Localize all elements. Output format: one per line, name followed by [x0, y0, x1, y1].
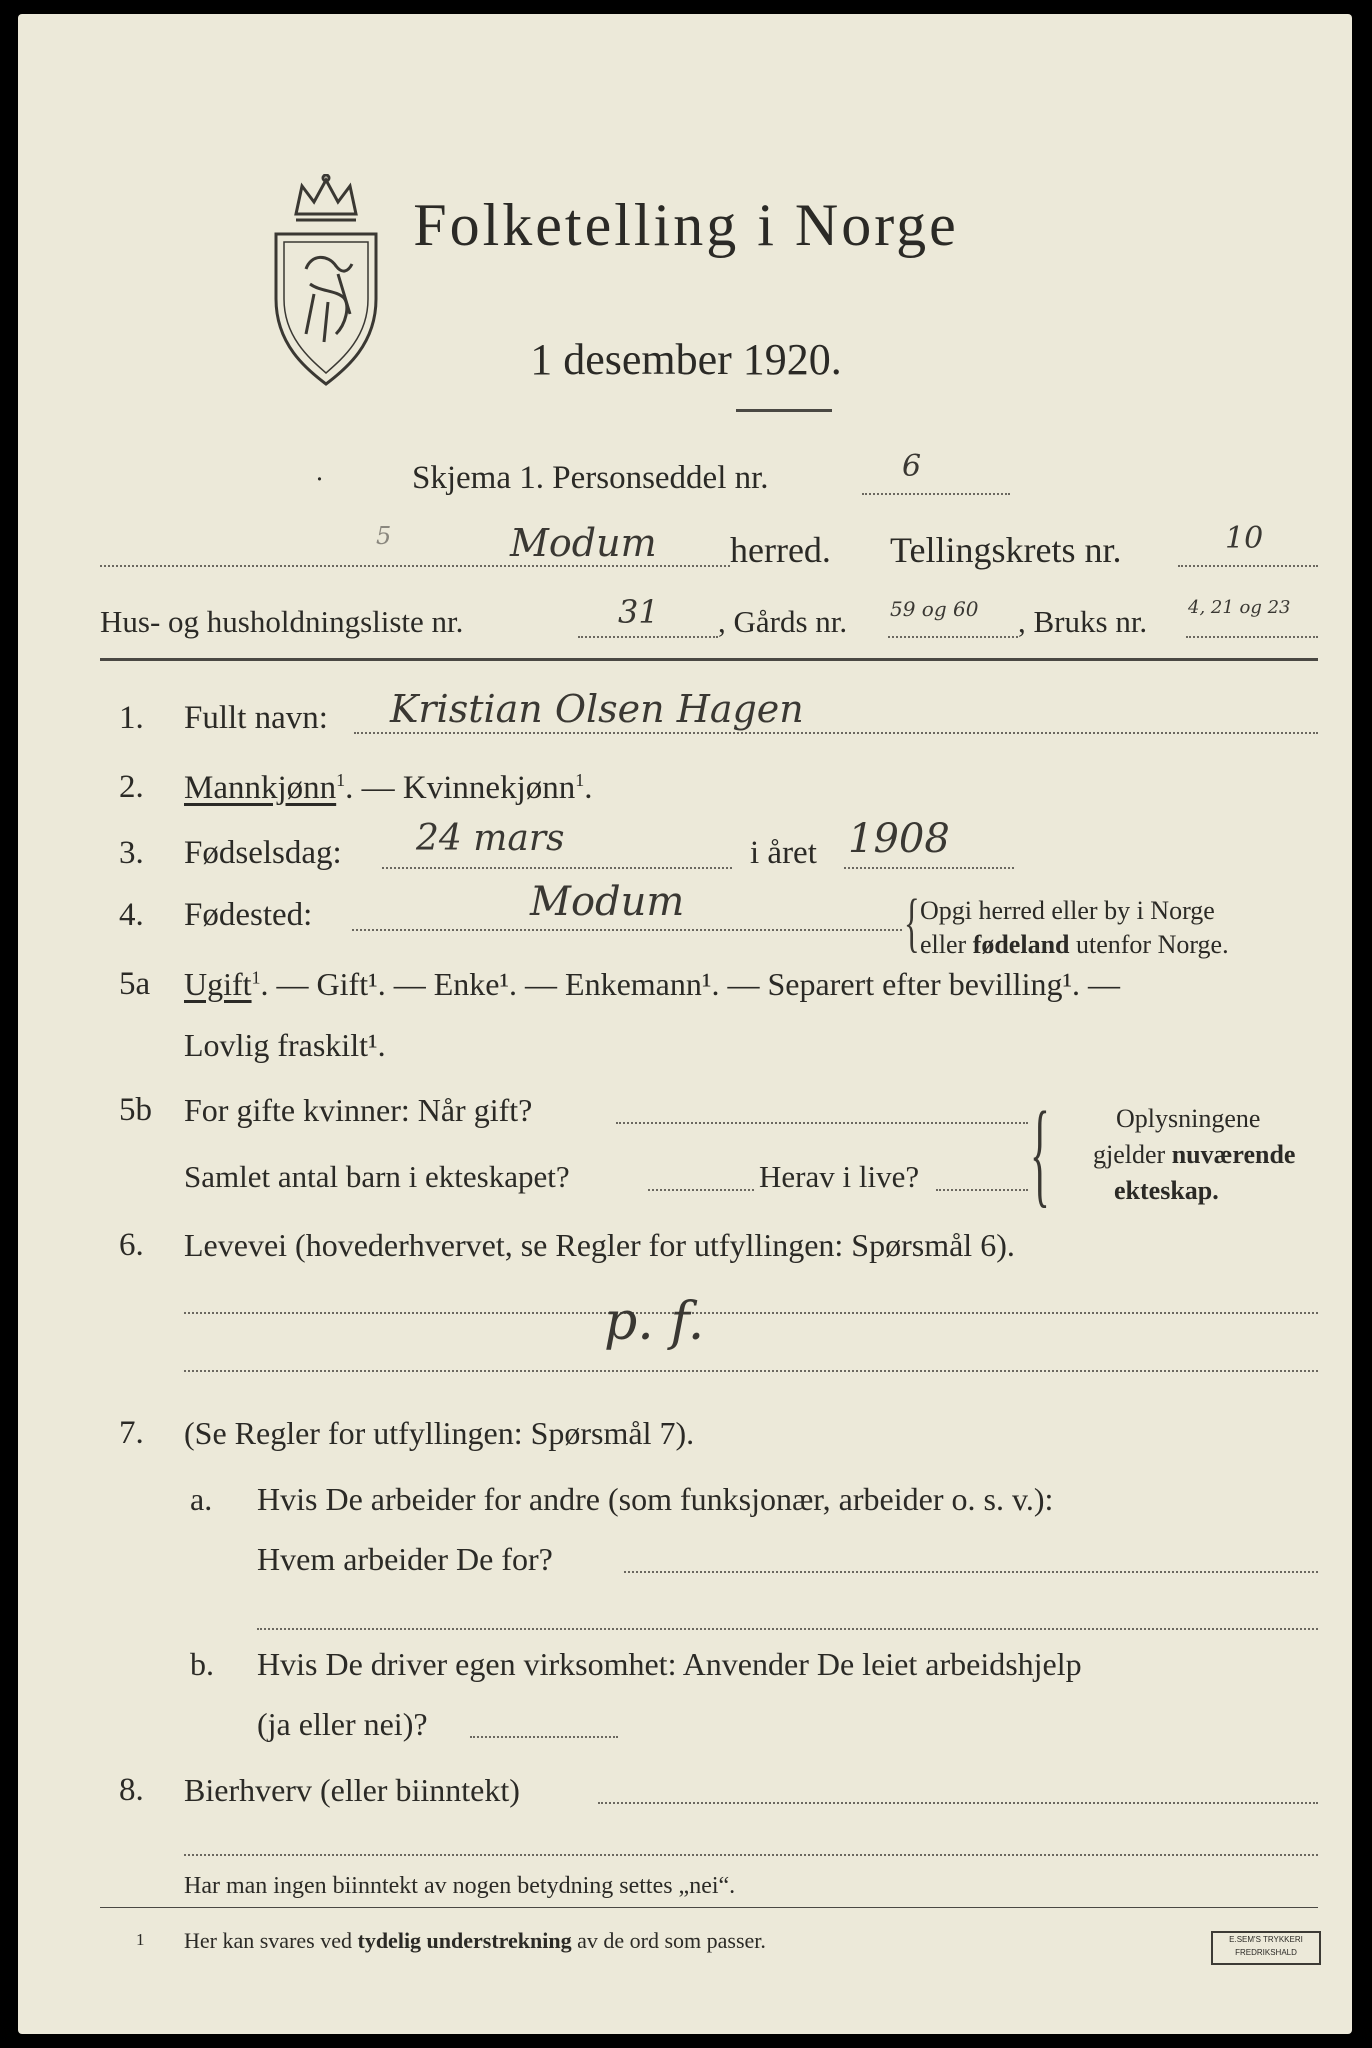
question-number: 2.	[119, 769, 144, 805]
aret-value: 1908	[848, 816, 950, 862]
question-number: 5b	[119, 1092, 152, 1128]
fodested-note	[920, 894, 1229, 963]
naar-gift-field	[616, 1122, 1028, 1124]
antal-barn-field	[648, 1189, 754, 1191]
gards-label: , Gårds nr.	[718, 604, 848, 639]
herav-i-live-label: Herav i live?	[759, 1159, 920, 1194]
tellingskrets-value: 10	[1225, 521, 1264, 556]
stamp-line: FREDRIKSHALD	[1235, 1948, 1297, 1957]
lovlig-fraskilt-option: Lovlig fraskilt¹.	[184, 1027, 386, 1063]
husliste-label: Hus- og husholdningsliste nr.	[100, 604, 464, 639]
census-date: 1 desember 1920.	[530, 335, 842, 384]
question-number: 5a	[119, 966, 151, 1002]
fodselsdag-field	[382, 867, 732, 869]
footnote-text-bold: tydelig understrekning	[357, 1928, 572, 1953]
q7a-label: Hvis De arbeider for andre (som funksjonær, arbeider o. s. v.):	[257, 1481, 1054, 1517]
footnote-number: 1	[136, 1930, 145, 1949]
leiet-arbeidshjelp-field	[470, 1736, 618, 1738]
stamp-line: E.SEM'S TRYKKERI	[1229, 1935, 1303, 1944]
footnote-text	[184, 1930, 766, 1952]
ugift-option: Ugift	[184, 966, 252, 1002]
kjonn-options	[184, 771, 593, 805]
fodested-note-line: Opgi herred eller by i Norge	[920, 896, 1215, 925]
levevei-value: p. f.	[604, 1292, 705, 1352]
form-title: Folketelling i Norge	[413, 192, 959, 258]
q7b-label: Hvis De driver egen virksomhet: Anvender De leiet arbeidshjelp	[257, 1646, 1082, 1682]
skjema-label: Skjema 1. Personseddel nr.	[412, 460, 769, 496]
gifte-kvinner-label: For gifte kvinner: Når gift?	[184, 1092, 533, 1128]
levevei-field-2	[184, 1370, 1318, 1372]
header-separator	[100, 658, 1318, 661]
mannkjonn-option: Mannkjønn	[184, 770, 337, 806]
fodested-field	[352, 929, 902, 931]
census-form-page: Folketelling i Norge 1 desember 1920. · Skjema 1. Personseddel nr. 6 5 Modum herred. Tellingskrets nr. 10 Hus- og husholdningsliste nr. 31 , Gårds nr. 59 og 60 , Bruks nr. 4, 21 og 23 1. Fullt navn: Kristian Olsen Hagen 2. Mannkjønn$^1$. — Kvinnekjønn$^1$. 3. Fødselsdag: 24 mars i året 1908 4. Fødested: Modum { Opgi herred eller by i Norge eller fødeland utenfor Norge. 5a Ugift$^1$. — Gift¹. — Enke¹. — Enkemann¹. — Separert efter bevilling¹. — Lovlig fraskilt¹. 5b For gifte kvinner: Når gift? Samlet antal barn i ekteskapet? Herav i live? { Oplysningene gjelder nuværende ekteskap. 6. Levevei (hovederhvervet, se Regler for utfyllingen: Spørsmål 6). p. f. 7. (Se Regler for utfyllingen: Spørsmål 7). a. Hvis De arbeider for andre (som funksjonær, arbeider o. s. v.): Hvem arbeider De for? b. Hvis De driver egen virksomhet: Anvender De leiet arbeidshjelp (ja eller nei)? 8. Bierhverv (eller biinntekt) Har man ingen biinntekt av nogen betydning settes „nei“. 1 Her kan svares ved tydelig understrekning av de ord som passer. E.SEM'S TRYKKERI FREDRIKSHALD	[18, 14, 1352, 2034]
fullt-navn-value: Kristian Olsen Hagen	[390, 687, 804, 731]
title-divider	[736, 409, 832, 412]
bierhverv-field-2	[184, 1854, 1318, 1856]
q7-label: (Se Regler for utfyllingen: Spørsmål 7).	[184, 1415, 695, 1451]
fodselsdag-label: Fødselsdag:	[184, 835, 342, 871]
bruks-label: , Bruks nr.	[1018, 604, 1148, 639]
bruks-field	[1186, 636, 1318, 638]
question-number: 1.	[119, 700, 144, 736]
fodested-note-line	[920, 928, 1229, 962]
bierhverv-field	[598, 1802, 1318, 1804]
bruks-value: 4, 21 og 23	[1188, 597, 1291, 618]
question-number: 6.	[119, 1227, 144, 1263]
arbeidsgiver-label: Hvem arbeider De for?	[257, 1541, 553, 1577]
herred-field	[100, 565, 730, 567]
separator: .	[584, 770, 593, 806]
leiet-arbeidshjelp-label: (ja eller nei)?	[257, 1706, 428, 1742]
personseddel-field	[862, 493, 1010, 495]
q7a-marker: a.	[190, 1481, 213, 1517]
footnote-mark: 1	[575, 770, 585, 790]
footnote-text-part: Her kan svares ved	[184, 1928, 358, 1953]
sivilstand-rest: . — Gift¹. — Enke¹. — Enkemann¹. — Separert efter bevilling¹. —	[260, 966, 1121, 1002]
oplysningene-note: Oplysningene	[1116, 1104, 1261, 1133]
levevei-label: Levevei (hovederhvervet, se Regler for utfyllingen: Spørsmål 6).	[184, 1227, 1015, 1263]
fodested-value: Modum	[530, 879, 685, 925]
bierhverv-label: Bierhverv (eller biinntekt)	[184, 1772, 520, 1808]
aret-field	[844, 867, 1014, 869]
note-text-bold: nuværende	[1171, 1140, 1296, 1169]
personseddel-value: 6	[902, 449, 922, 484]
oplysningene-note	[1093, 1138, 1295, 1172]
printer-stamp	[1211, 1931, 1321, 1965]
tellingskrets-label: Tellingskrets nr.	[890, 530, 1122, 570]
question-number: 8.	[119, 1772, 144, 1808]
fodested-label: Fødested:	[184, 897, 313, 933]
arbeidsgiver-field-2	[257, 1628, 1318, 1630]
fullt-navn-label: Fullt navn:	[184, 700, 328, 736]
sivilstand-options	[184, 968, 1120, 1000]
biinntekt-note: Har man ingen biinntekt av nogen betydning settes „nei“.	[184, 1873, 736, 1899]
note-text: utenfor Norge.	[1069, 930, 1229, 960]
herred-value: Modum	[510, 521, 657, 565]
husliste-value: 31	[618, 593, 659, 631]
separator: . —	[345, 770, 403, 806]
husliste-field	[578, 636, 718, 638]
note-text: eller	[920, 930, 973, 960]
footnote-separator	[100, 1907, 1318, 1908]
fodselsdag-value: 24 mars	[416, 818, 565, 859]
levevei-field	[184, 1312, 1318, 1314]
footnote-mark: 1	[336, 770, 346, 790]
oplysningene-note: ekteskap.	[1114, 1176, 1219, 1205]
fullt-navn-field	[354, 732, 1318, 734]
question-number: 4.	[119, 897, 144, 933]
gards-value: 59 og 60	[890, 597, 979, 621]
brace-mark: {	[1030, 1087, 1050, 1218]
note-text: gjelder	[1093, 1140, 1172, 1169]
herred-label: herred.	[730, 530, 831, 570]
aret-label: i året	[750, 835, 817, 871]
kvinnekjonn-option: Kvinnekjønn	[402, 770, 576, 806]
gards-field	[888, 636, 1018, 638]
brace-mark: {	[903, 886, 920, 959]
note-text-bold: fødeland	[972, 930, 1070, 960]
herred-prefix-mark: 5	[376, 522, 392, 550]
tellingskrets-field	[1178, 565, 1318, 567]
antal-barn-label: Samlet antal barn i ekteskapet?	[184, 1159, 570, 1194]
arbeidsgiver-field	[624, 1571, 1318, 1573]
question-number: 7.	[119, 1415, 144, 1451]
footnote-mark: 1	[251, 967, 261, 988]
question-number: 3.	[119, 835, 144, 871]
footnote-text-part: av de ord som passer.	[571, 1928, 766, 1953]
q7b-marker: b.	[190, 1646, 214, 1682]
herav-i-live-field	[936, 1189, 1028, 1191]
